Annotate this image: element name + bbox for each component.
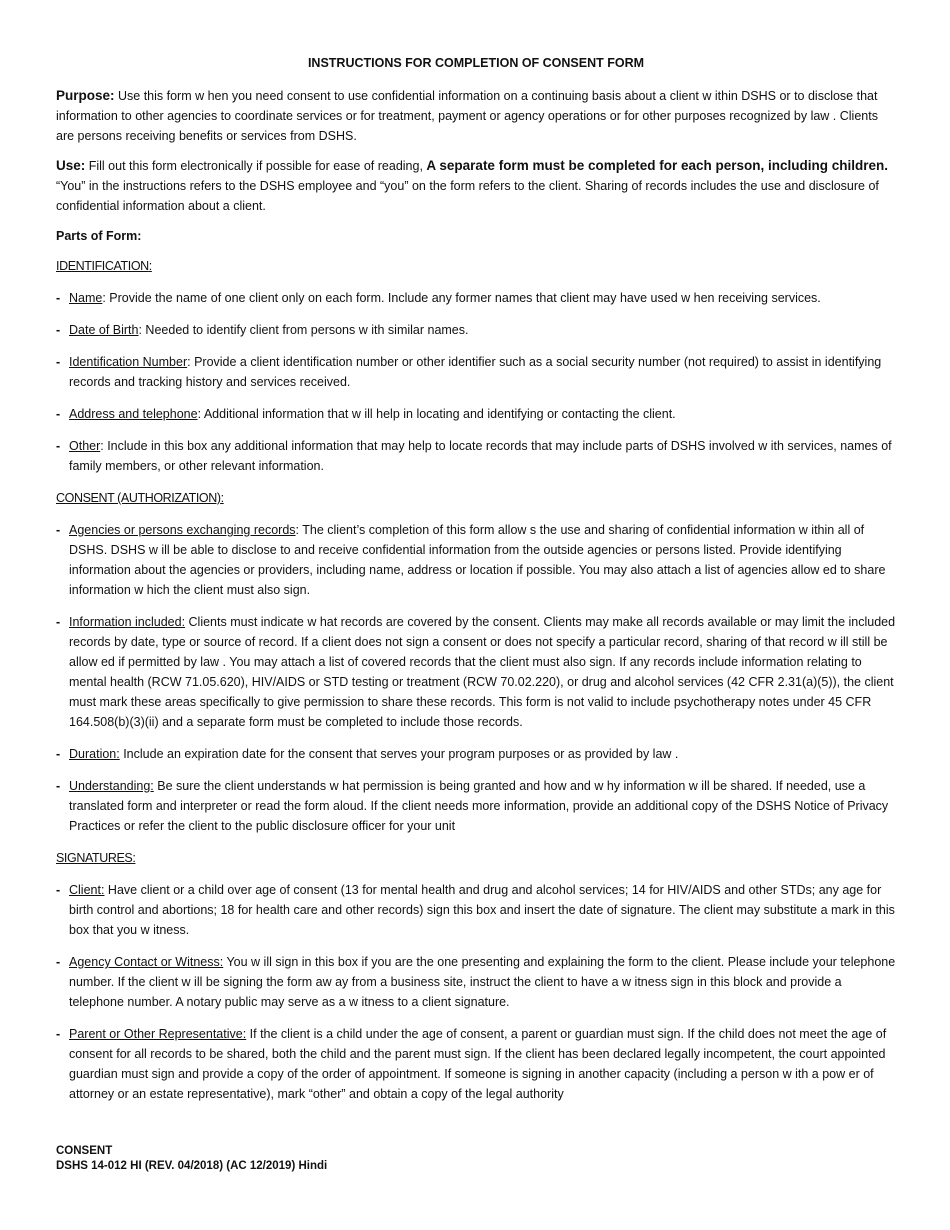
use-text-2: “You” in the instructions refers to the DSHS employee and “you” on the form refers to the client. Sharing of records includes the use and disclosure of confidential information about a client. — [56, 179, 879, 213]
item-text: : Include in this box any additional information that may help to locate records that may include parts of DSHS involved w ith services, names of family members, or other relevant information. — [69, 439, 892, 473]
purpose-label: Purpose: — [56, 88, 115, 103]
item-text: Be sure the client understands w hat permission is being granted and how and w hy information w ill be shared. If needed, use a translated form and interpreter or read the form aloud. If the client needs more information, provide an additional copy of the DSHS Notice of Privacy Practices or refer the client to the public disclosure officer for your unit — [69, 779, 889, 833]
bullet-dash: - — [56, 355, 61, 369]
identification-item — [56, 436, 896, 476]
identification-item — [56, 288, 896, 308]
bullet-dash: - — [56, 955, 61, 969]
footer-form-name: CONSENT — [56, 1145, 113, 1157]
identification-item — [56, 352, 896, 392]
item-label: Name — [69, 291, 103, 305]
bullet-dash: - — [56, 1027, 61, 1041]
item-text: Include an expiration date for the consent that serves your program purposes or as provided by law . — [119, 747, 679, 761]
item-text: Have client or a child over age of consent (13 for mental health and drug and alcohol services; 14 for HIV/AIDS and other STDs; any age for birth control and abortions; 18 for health care and other records) sign this box and insert the date of signature. The client may substitute a mark in this box that you w itness. — [69, 883, 895, 937]
item-label: Address and telephone — [69, 407, 198, 421]
bullet-dash: - — [56, 439, 61, 453]
consent-item — [56, 520, 896, 600]
signatures-item — [56, 952, 896, 1012]
consent-item — [56, 776, 896, 836]
section-heading-signatures: SIGNATURES: — [56, 851, 136, 865]
consent-item — [56, 744, 896, 764]
bullet-dash: - — [56, 323, 61, 337]
item-label: Parent or Other Representative: — [69, 1027, 247, 1041]
parts-heading: Parts of Form: — [56, 229, 142, 243]
item-text: : Provide a client identification number or other identifier such as a social security number (not required) to assist in identifying records and tracking history and services received. — [69, 355, 882, 389]
use-label: Use: — [56, 158, 86, 173]
page-title: INSTRUCTIONS FOR COMPLETION OF CONSENT FORM — [307, 56, 645, 70]
bullet-dash: - — [56, 747, 61, 761]
purpose-text: Use this form w hen you need consent to use confidential information on a continuing basis about a client w ithin DSHS or to disclose that information to other agencies to coordinate services or for treatment, payment or agency operations or for other purposes recognized by law . Clients are persons receiving benefits or services from DSHS. — [56, 89, 878, 143]
bullet-dash: - — [56, 291, 61, 305]
item-text: You w ill sign in this box if you are the one presenting and explaining the form to the client. Please include your telephone number. If the client w ill be signing the form aw ay from a business site, instruct the client to have a w itness sign in this block and provide a telephone number. A notary public may serve as a w itness to a client signature. — [69, 955, 896, 1009]
item-label: Duration: — [69, 747, 120, 761]
form-footer — [56, 1144, 327, 1174]
item-label: Client: — [69, 883, 105, 897]
identification-item — [56, 404, 896, 424]
item-label: Date of Birth — [69, 323, 139, 337]
section-heading-identification: IDENTIFICATION: — [56, 259, 152, 273]
bullet-dash: - — [56, 523, 61, 537]
signatures-item — [56, 880, 896, 940]
item-text: If the client is a child under the age of consent, a parent or guardian must sign. If the child does not meet the age of consent for all records to be shared, both the child and the parent must sign. If the client has been declared legally incompetent, the court appointed guardian must sign and provide a copy of the order of appointment. If someone is signing in another capacity (including a person w ith a pow er of attorney or an estate representative), mark “other” and obtain a copy of the legal authority — [69, 1027, 887, 1101]
bullet-dash: - — [56, 883, 61, 897]
bullet-dash: - — [56, 615, 61, 629]
bullet-dash: - — [56, 407, 61, 421]
signatures-list — [56, 880, 896, 1104]
item-label: Identification Number — [69, 355, 188, 369]
item-text: : The client’s completion of this form allow s the use and sharing of confidential information w ithin all of DSHS. DSHS w ill be able to disclose to and receive confidential information from the outside agencies or persons listed. Provide identifying information about the agencies or providers, including name, address or location if possible. You may also attach a list of agencies allow ed to share information w hich the client must also sign. — [69, 523, 886, 597]
use-paragraph — [56, 156, 896, 216]
item-text: : Provide the name of one client only on each form. Include any former names that client may have used w hen receiving services. — [102, 291, 821, 305]
item-label: Agency Contact or Witness: — [69, 955, 224, 969]
signatures-item — [56, 1024, 896, 1104]
use-text-1: Fill out this form electronically if possible for ease of reading, — [85, 159, 427, 173]
identification-item — [56, 320, 896, 340]
item-label: Other — [69, 439, 101, 453]
section-heading-consent: CONSENT (AUTHORIZATION): — [56, 491, 224, 505]
use-bold-text: A separate form must be completed for each person, including children. — [426, 158, 888, 173]
bullet-dash: - — [56, 779, 61, 793]
instructions-page — [56, 56, 896, 1116]
consent-list — [56, 520, 896, 836]
item-label: Understanding: — [69, 779, 154, 793]
item-text: Clients must indicate w hat records are covered by the consent. Clients may make all records available or may limit the included records by date, type or source of record. If a client does not sign a consent or does not specify a particular record, sharing of that record w ill still be allow ed if permitted by law . You may attach a list of covered records that the client must also sign. If any records include information relating to mental health (RCW 71.05.620), HIV/AIDS or STD testing or treatment (RCW 70.02.220), or drug and alcohol services (42 CFR 2.31(a)(5)), the client must mark these areas specifically to give permission to share these records. This form is not valid to include psychotherapy notes under 45 CFR 164.508(b)(3)(ii) and a separate form must be completed to include those records. — [69, 615, 896, 729]
consent-item — [56, 612, 896, 732]
identification-list — [56, 288, 896, 476]
footer-form-number: DSHS 14-012 HI (REV. 04/2018) (AC 12/2019) Hindi — [56, 1160, 328, 1172]
item-label: Information included: — [69, 615, 186, 629]
item-text: : Additional information that w ill help in locating and identifying or contacting the client. — [197, 407, 676, 421]
item-text: : Needed to identify client from persons w ith similar names. — [138, 323, 469, 337]
item-label: Agencies or persons exchanging records — [69, 523, 296, 537]
purpose-paragraph — [56, 86, 896, 146]
